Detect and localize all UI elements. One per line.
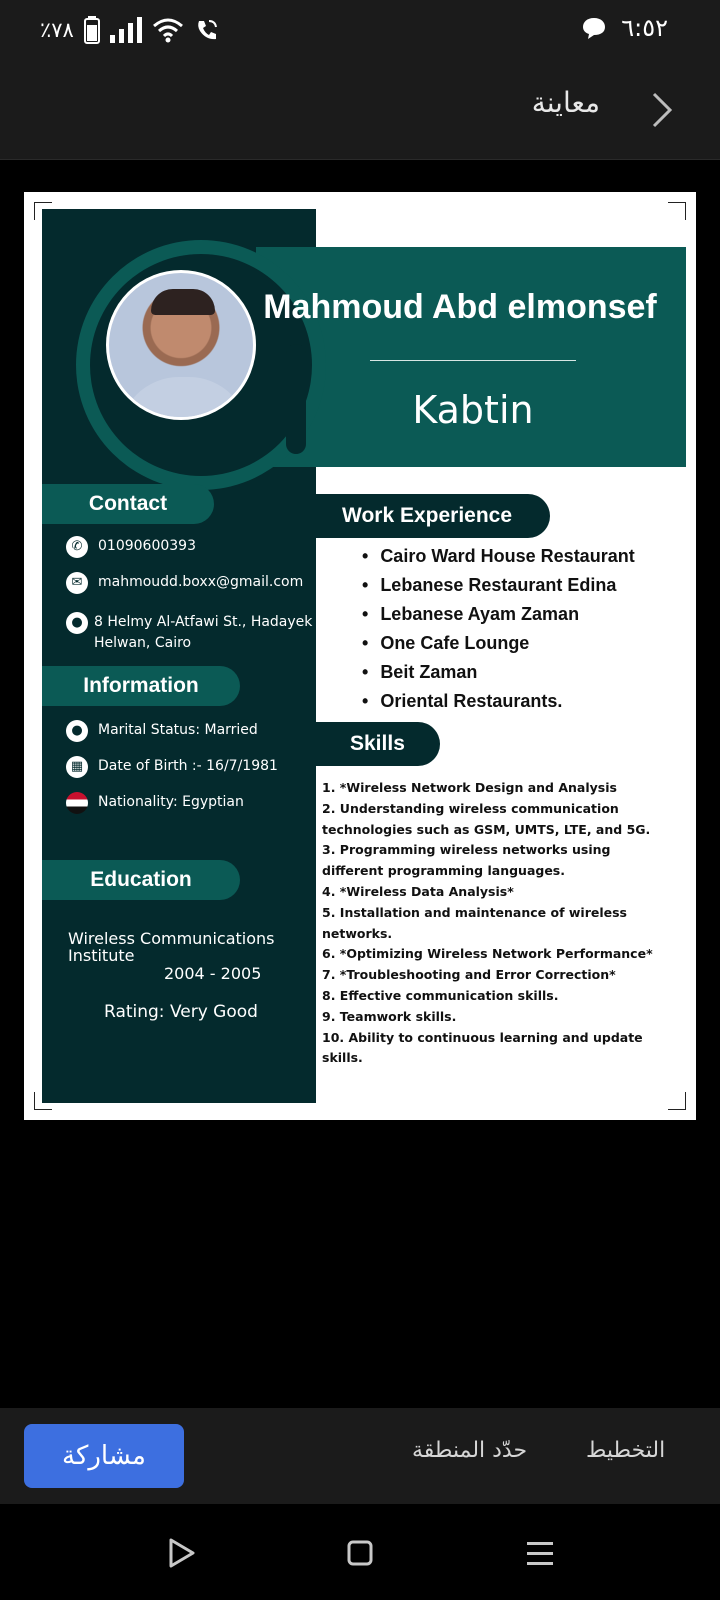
work-item: • Cairo Ward House Restaurant bbox=[362, 542, 682, 571]
back-triangle-icon[interactable] bbox=[164, 1536, 198, 1570]
skill-item: 7. *Troubleshooting and Error Correction* bbox=[322, 967, 616, 983]
work-experience-list bbox=[362, 542, 682, 716]
work-item: • Lebanese Ayam Zaman bbox=[362, 600, 682, 629]
skill-item: 2. Understanding wireless communication technologies such as GSM, UMTS, LTE, and 5G. bbox=[322, 800, 651, 837]
cv-page-preview[interactable] bbox=[24, 192, 696, 1120]
phone-number: 01090600393 bbox=[98, 538, 196, 554]
email-address: mahmoudd.boxx@gmail.com bbox=[98, 574, 304, 590]
education-rating: Rating: Very Good bbox=[104, 1002, 258, 1022]
info-birth bbox=[66, 756, 278, 778]
skill-item: 3. Programming wireless networks using different programming languages. bbox=[322, 842, 611, 879]
clock: ٦:٥٢ bbox=[621, 14, 668, 42]
info-marital bbox=[66, 720, 258, 742]
recents-menu-icon[interactable] bbox=[523, 1536, 557, 1570]
contact-phone bbox=[66, 536, 196, 558]
app-header bbox=[0, 60, 720, 160]
status-bar bbox=[0, 0, 720, 60]
select-area-button[interactable]: حدّد المنطقة bbox=[412, 1438, 528, 1463]
wifi-calling-icon bbox=[194, 17, 220, 43]
status-right bbox=[581, 14, 668, 42]
battery-percentage: ٪٧٨ bbox=[40, 18, 74, 42]
skill-item: 9. Teamwork skills. bbox=[322, 1008, 457, 1024]
address-line-2: Helwan, Cairo bbox=[94, 635, 192, 651]
work-item: • Oriental Restaurants. bbox=[362, 687, 682, 716]
wifi-icon bbox=[152, 17, 184, 43]
skills-list bbox=[322, 778, 662, 1069]
education-institute bbox=[68, 930, 274, 964]
layout-button[interactable]: التخطيط bbox=[586, 1438, 666, 1463]
share-button[interactable]: مشاركة bbox=[24, 1424, 184, 1488]
cv-role: Kabtin bbox=[412, 388, 534, 432]
photo-shirt bbox=[119, 377, 249, 420]
institute-line-1: Wireless Communications bbox=[68, 929, 275, 948]
battery-icon bbox=[84, 16, 100, 44]
skill-item: 1. *Wireless Network Design and Analysis bbox=[322, 780, 617, 795]
location-pin-icon: ● bbox=[66, 612, 88, 634]
skill-item: 10. Ability to continuous learning and update skills. bbox=[322, 1029, 643, 1066]
date-of-birth: Date of Birth :- 16/7/1981 bbox=[98, 758, 278, 774]
egypt-flag-icon bbox=[66, 792, 88, 814]
bottom-action-bar bbox=[0, 1408, 720, 1504]
work-item: • Lebanese Restaurant Edina bbox=[362, 571, 682, 600]
skill-item: 4. *Wireless Data Analysis* bbox=[322, 883, 514, 899]
crop-mark bbox=[668, 202, 686, 220]
address-line-1: 8 Helmy Al-Atfawi St., Hadayek bbox=[94, 614, 313, 630]
phone-icon: ✆ bbox=[66, 536, 88, 558]
skill-item: 8. Effective communication skills. bbox=[322, 987, 559, 1003]
marital-status: Marital Status: Married bbox=[98, 722, 258, 738]
cv-name: Mahmoud Abd elmonsef bbox=[263, 288, 657, 326]
work-experience-heading: Work Experience bbox=[316, 494, 550, 538]
profile-photo bbox=[106, 270, 256, 420]
crop-mark bbox=[668, 1092, 686, 1110]
person-icon: ● bbox=[66, 720, 88, 742]
envelope-icon: ✉ bbox=[66, 572, 88, 594]
ring-hook bbox=[286, 344, 306, 454]
skills-heading: Skills bbox=[316, 722, 440, 766]
back-chevron-icon[interactable] bbox=[644, 90, 680, 130]
info-nationality bbox=[66, 792, 244, 814]
chat-bubble-icon bbox=[581, 16, 607, 40]
work-item: • One Cafe Lounge bbox=[362, 629, 682, 658]
home-square-icon[interactable] bbox=[343, 1536, 377, 1570]
nationality: Nationality: Egyptian bbox=[98, 794, 244, 810]
contact-address bbox=[66, 612, 312, 654]
signal-icon bbox=[110, 17, 142, 43]
work-item: • Beit Zaman bbox=[362, 658, 682, 687]
education-heading: Education bbox=[42, 860, 240, 900]
institute-line-2: Institute bbox=[68, 946, 135, 965]
education-years: 2004 - 2005 bbox=[164, 964, 262, 983]
calendar-icon: ▦ bbox=[66, 756, 88, 778]
system-nav-bar bbox=[0, 1504, 720, 1600]
skill-item: 5. Installation and maintenance of wireless networks. bbox=[322, 904, 627, 941]
information-heading: Information bbox=[42, 666, 240, 706]
contact-heading: Contact bbox=[42, 484, 214, 524]
name-divider bbox=[370, 360, 576, 361]
skill-item: 6. *Optimizing Wireless Network Performance* bbox=[322, 946, 653, 962]
photo-hair bbox=[151, 289, 215, 315]
page-title: معاينة bbox=[531, 86, 600, 119]
status-left bbox=[40, 16, 220, 44]
address-text bbox=[94, 612, 312, 654]
contact-email bbox=[66, 572, 303, 594]
